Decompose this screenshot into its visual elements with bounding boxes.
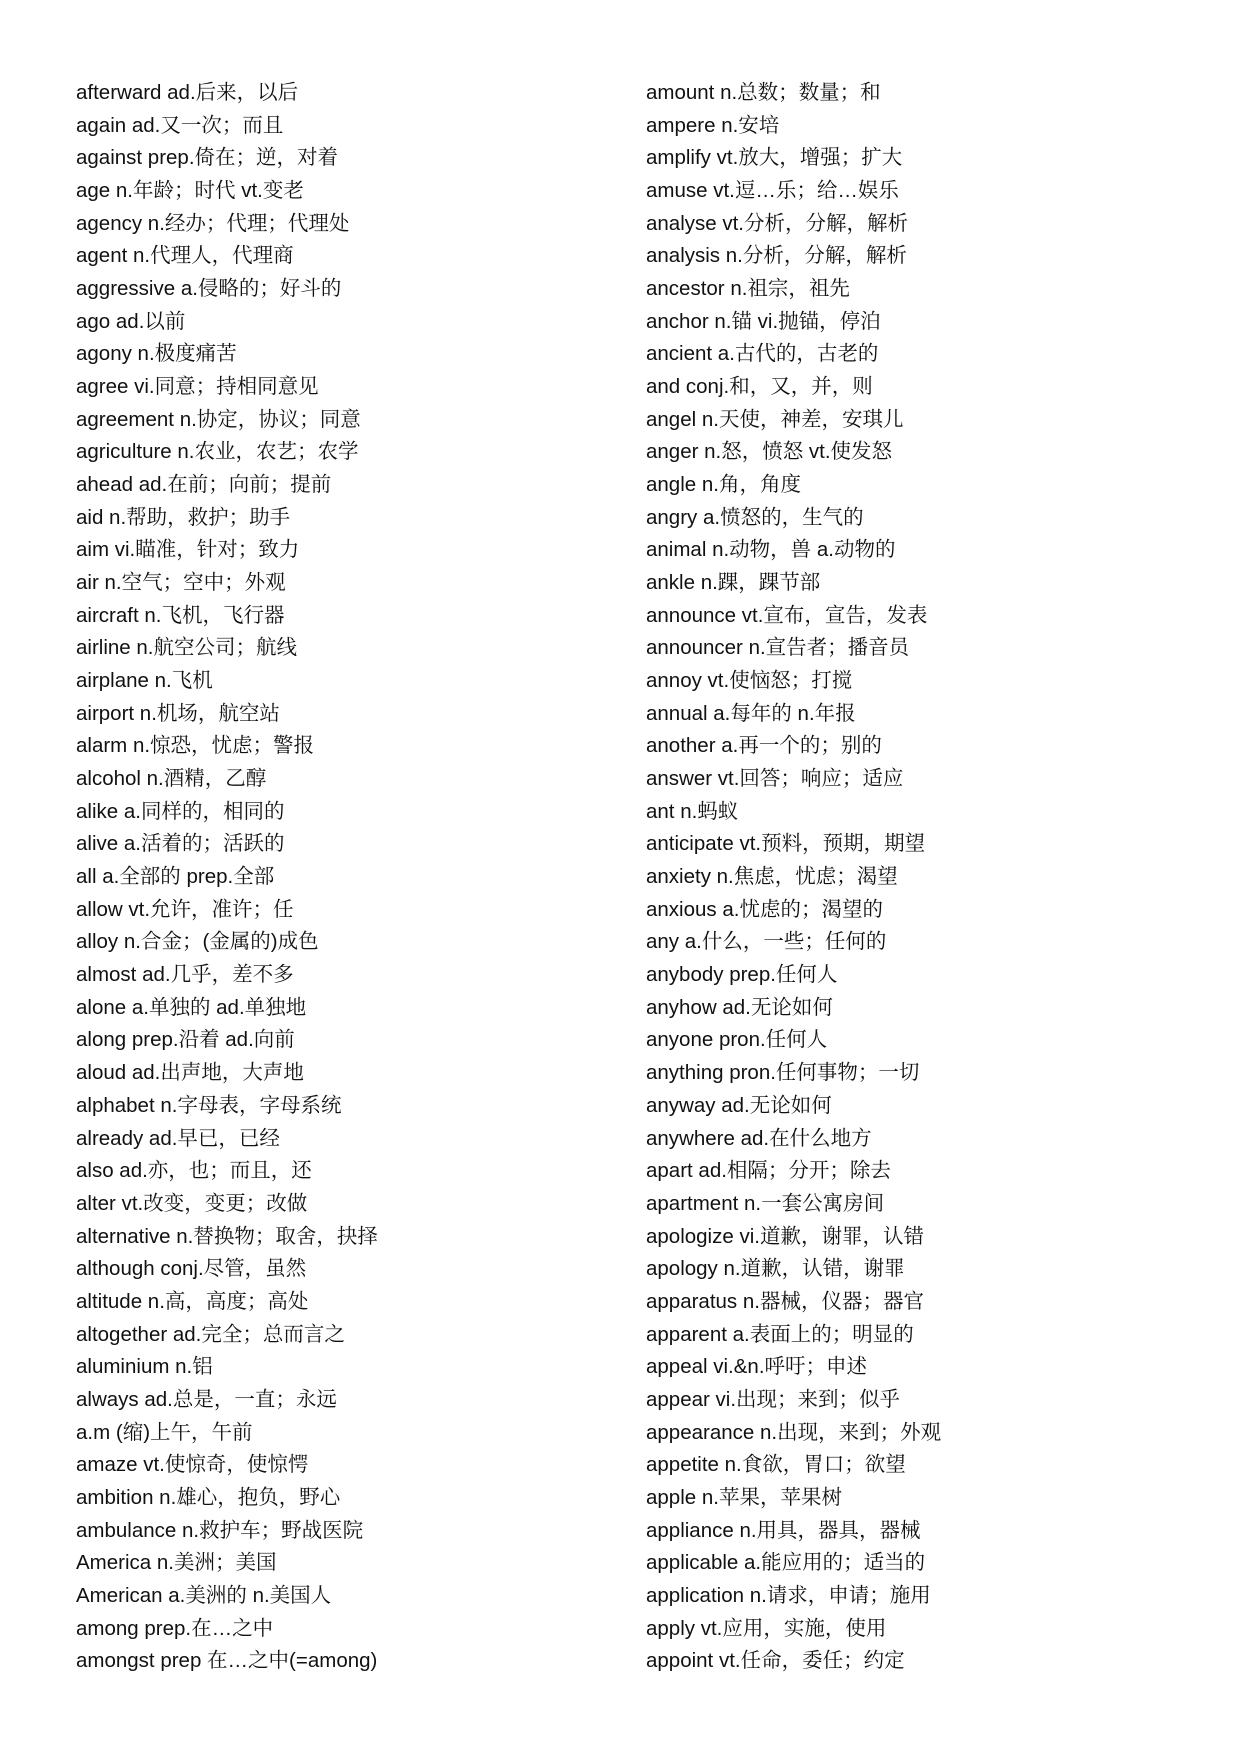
vocabulary-entry: aim vi.瞄准，针对；致力 [76, 538, 300, 562]
vocabulary-entry: alternative n.替换物；取舍，抉择 [76, 1224, 378, 1248]
vocabulary-entry: applicable a.能应用的；适当的 [646, 1551, 926, 1575]
vocabulary-entry: and conj.和，又，并，则 [646, 375, 873, 399]
vocabulary-entry: alike a.同样的，相同的 [76, 799, 285, 823]
vocabulary-entry: airline n.航空公司；航线 [76, 636, 297, 660]
vocabulary-entry: all a.全部的 prep.全部 [76, 865, 275, 889]
vocabulary-entry: allow vt.允许，准许；任 [76, 897, 294, 921]
vocabulary-entry: angel n.天使，神差，安琪儿 [646, 407, 904, 431]
vocabulary-entry: ambition n.雄心，抱负，野心 [76, 1485, 341, 1509]
vocabulary-entry: agency n.经办；代理；代理处 [76, 211, 350, 235]
vocabulary-entry: airplane n.飞机 [76, 669, 213, 693]
vocabulary-entry: airport n.机场，航空站 [76, 701, 280, 725]
vocabulary-entry: ankle n.踝，踝节部 [646, 571, 821, 595]
vocabulary-entry: ahead ad.在前；向前；提前 [76, 473, 332, 497]
vocabulary-entry: ago ad.以前 [76, 309, 186, 333]
vocabulary-entry: apologize vi.道歉，谢罪，认错 [646, 1224, 924, 1248]
vocabulary-entry: among prep.在…之中 [76, 1616, 274, 1640]
vocabulary-entry: altitude n.高，高度；高处 [76, 1289, 309, 1313]
vocabulary-entry: amount n.总数；数量；和 [646, 81, 881, 104]
vocabulary-entry: anywhere ad.在什么地方 [646, 1126, 872, 1150]
vocabulary-entry: anchor n.锚 vi.抛锚，停泊 [646, 309, 881, 333]
vocabulary-entry: always ad.总是，一直；永远 [76, 1387, 337, 1411]
vocabulary-entry: agriculture n.农业，农艺；农学 [76, 440, 359, 464]
vocabulary-entry: aid n.帮助，救护；助手 [76, 505, 291, 529]
right-column [646, 77, 1146, 1678]
vocabulary-entry: alone a.单独的 ad.单独地 [76, 995, 307, 1019]
vocabulary-entry: annual a.每年的 n.年报 [646, 701, 856, 725]
vocabulary-entry: against prep.倚在；逆，对着 [76, 146, 339, 170]
vocabulary-entry: anyone pron.任何人 [646, 1028, 828, 1052]
vocabulary-entry: apartment n.一套公寓房间 [646, 1191, 885, 1215]
vocabulary-entry: aircraft n.飞机，飞行器 [76, 603, 285, 627]
vocabulary-entry: afterward ad.后来，以后 [76, 81, 299, 104]
vocabulary-entry: agree vi.同意；持相同意见 [76, 375, 319, 399]
vocabulary-entry: any a.什么，一些；任何的 [646, 930, 887, 954]
vocabulary-entry: anybody prep.任何人 [646, 963, 838, 987]
vocabulary-entry: appearance n.出现，来到；外观 [646, 1420, 942, 1444]
vocabulary-entry: a.m (缩)上午，午前 [76, 1420, 253, 1444]
vocabulary-entry: anticipate vt.预料，预期，期望 [646, 832, 926, 856]
vocabulary-entry: air n.空气；空中；外观 [76, 571, 286, 595]
vocabulary-entry: aluminium n.铝 [76, 1355, 213, 1379]
vocabulary-entry: amongst prep 在…之中(=among) [76, 1649, 378, 1673]
vocabulary-entry: anxious a.忧虑的；渴望的 [646, 897, 883, 921]
vocabulary-entry: apart ad.相隔；分开；除去 [646, 1159, 891, 1183]
vocabulary-entry: announce vt.宣布，宣告，发表 [646, 603, 928, 627]
vocabulary-entry: apparent a.表面上的；明显的 [646, 1322, 914, 1346]
vocabulary-entry: anything pron.任何事物；一切 [646, 1061, 920, 1085]
vocabulary-entry: angle n.角，角度 [646, 473, 801, 497]
vocabulary-entry: ancient a.古代的，古老的 [646, 342, 879, 366]
vocabulary-entry: appear vi.出现；来到；似乎 [646, 1387, 901, 1411]
vocabulary-entry: amplify vt.放大，增强；扩大 [646, 146, 903, 170]
vocabulary-entry: agreement n.协定，协议；同意 [76, 407, 361, 431]
vocabulary-entry: animal n.动物，兽 a.动物的 [646, 538, 896, 562]
vocabulary-entry: alphabet n.字母表，字母系统 [76, 1093, 342, 1117]
vocabulary-entry: answer vt.回答；响应；适应 [646, 767, 904, 791]
vocabulary-entry: already ad.早已，已经 [76, 1126, 280, 1150]
vocabulary-entry: apology n.道歉，认错，谢罪 [646, 1257, 905, 1281]
vocabulary-entry: apple n.苹果，苹果树 [646, 1485, 842, 1509]
vocabulary-entry: appetite n.食欲，胃口；欲望 [646, 1453, 906, 1477]
vocabulary-entry: amaze vt.使惊奇，使惊愕 [76, 1453, 309, 1477]
vocabulary-entry: ant n.蚂蚁 [646, 799, 739, 823]
vocabulary-entry: alter vt.改变，变更；改做 [76, 1191, 308, 1215]
vocabulary-entry: amuse vt.逗…乐；给…娱乐 [646, 179, 899, 203]
vocabulary-entry: appeal vi.&n.呼吁；申述 [646, 1355, 868, 1379]
vocabulary-entry: although conj.尽管，虽然 [76, 1257, 307, 1281]
vocabulary-entry: alive a.活着的；活跃的 [76, 832, 285, 856]
vocabulary-entry: agony n.极度痛苦 [76, 342, 237, 366]
vocabulary-entry: ambulance n.救护车；野战医院 [76, 1518, 364, 1542]
vocabulary-entry: announcer n.宣告者；播音员 [646, 636, 910, 660]
vocabulary-entry: anyway ad.无论如何 [646, 1093, 832, 1117]
vocabulary-entry: America n.美洲；美国 [76, 1551, 277, 1575]
vocabulary-entry: angry a.愤怒的，生气的 [646, 505, 864, 529]
vocabulary-entry: appoint vt.任命，委任；约定 [646, 1649, 905, 1673]
vocabulary-entry: another a.再一个的；别的 [646, 734, 882, 758]
vocabulary-entry: alarm n.惊恐，忧虑；警报 [76, 734, 315, 758]
vocabulary-entry: alloy n.合金；(金属的)成色 [76, 930, 319, 954]
vocabulary-entry: annoy vt.使恼怒；打搅 [646, 669, 853, 693]
vocabulary-entry: again ad.又一次；而且 [76, 113, 284, 137]
vocabulary-entry: analysis n.分析，分解，解析 [646, 244, 907, 268]
vocabulary-entry: analyse vt.分析，分解，解析 [646, 211, 908, 235]
vocabulary-entry: ampere n.安培 [646, 113, 780, 137]
left-column [76, 77, 576, 1678]
vocabulary-entry: almost ad.几乎，差不多 [76, 963, 294, 987]
vocabulary-entry: anger n.怒，愤怒 vt.使发怒 [646, 440, 893, 464]
vocabulary-entry: agent n.代理人，代理商 [76, 244, 294, 268]
vocabulary-entry: aloud ad.出声地，大声地 [76, 1061, 304, 1085]
vocabulary-entry: altogether ad.完全；总而言之 [76, 1322, 345, 1346]
vocabulary-entry: anxiety n.焦虑，忧虑；渴望 [646, 865, 898, 889]
vocabulary-entry: aggressive a.侵略的；好斗的 [76, 277, 342, 301]
vocabulary-entry: American a.美洲的 n.美国人 [76, 1583, 332, 1607]
vocabulary-entry: age n.年龄；时代 vt.变老 [76, 179, 304, 203]
vocabulary-entry: alcohol n.酒精，乙醇 [76, 767, 267, 791]
vocabulary-entry: apply vt.应用，实施，使用 [646, 1616, 887, 1640]
vocabulary-entry: anyhow ad.无论如何 [646, 995, 833, 1019]
vocabulary-entry: also ad.亦，也；而且，还 [76, 1159, 312, 1183]
vocabulary-entry: apparatus n.器械，仪器；器官 [646, 1289, 924, 1313]
vocabulary-entry: ancestor n.祖宗，祖先 [646, 277, 850, 301]
vocabulary-entry: appliance n.用具，器具，器械 [646, 1518, 921, 1542]
vocabulary-entry: along prep.沿着 ad.向前 [76, 1028, 295, 1052]
vocabulary-entry: application n.请求，申请；施用 [646, 1583, 931, 1607]
